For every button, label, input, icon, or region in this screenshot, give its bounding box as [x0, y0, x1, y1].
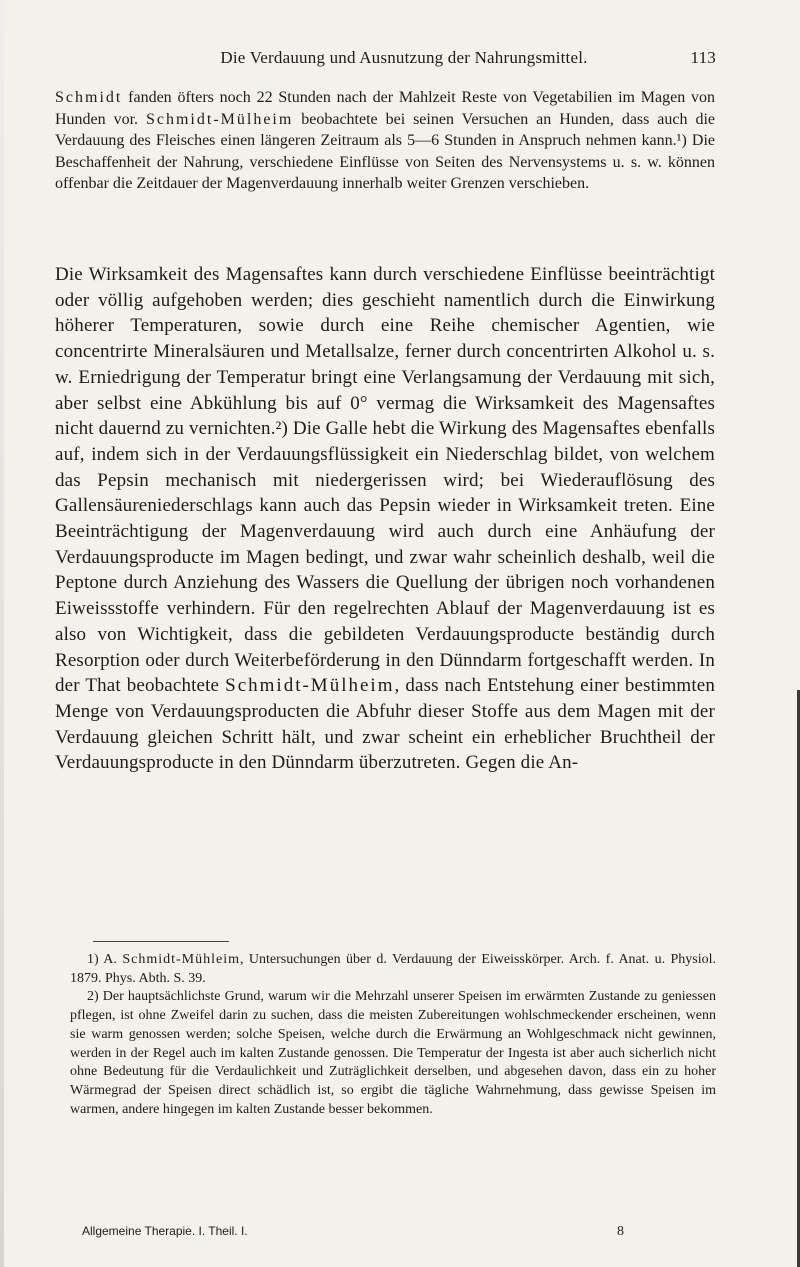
author-name: Schmidt-Mühleim — [122, 952, 240, 967]
footnote-2: 2) Der hauptsächlichste Grund, warum wir die Mehrzahl unserer Speisen im erwärmten Zustande zu geniessen pflegen, ist ohne Zweifel darin zu suchen, dass die meisten Zubereitungen wohlschmeckender erscheinen, wenn sie warm genossen werden; solche Speisen, welche durch die Erwärmung an Wohlgeschmack nicht gewinnen, werden in der Regel auch im kalten Zustande genossen. Die Temperatur der Ingesta ist aber auch sicherlich nicht ohne Bedeutung für die Verdaulichkeit und Zuträglichkeit derselben, und abgesehen davon, dass ein zu hoher Wärmegrad der Speisen direct schädlich ist, so ergibt die tägliche Wahrnehmung, dass gewisse Speisen im warmen, andere hingegen im kalten Zustande besser bekommen. — [70, 989, 716, 1117]
paragraph-text: , dass nach Entstehung einer bestimmten Menge von Verdauungsproducten die Abfuhr dieser Stoffe aus dem Magen mit der Verdauung gleichen Schritt hält, und zwar scheint ein erheblicher Bruchtheil der Verdauungsproducte in den Dünndarm überzutreten. Gegen die An- — [55, 675, 715, 774]
paragraph-main — [55, 262, 715, 776]
running-title: Die Verdauung und Ausnutzung der Nahrungsmittel. — [220, 48, 588, 67]
footnote-divider — [93, 941, 229, 942]
paragraph-text: fanden öfters noch 22 Stunden nach der Mahlzeit Reste von Vegetabilien im Magen von Hunden vor. — [55, 89, 715, 128]
paragraph-small-print — [55, 87, 715, 195]
page-edge-left — [0, 0, 4, 1267]
footnote-1 — [70, 951, 716, 988]
printer-signature — [82, 1224, 716, 1238]
author-name: Schmidt-Mülheim — [225, 675, 395, 697]
page-number: 113 — [690, 48, 716, 67]
footnote-text: , Untersuchungen über d. Verdauung der Eiweisskörper. Arch. f. Anat. u. Physiol. 1879. Phys. Abth. S. 39. — [70, 952, 716, 986]
paragraph-text: Die Wirksamkeit des Magensaftes kann durch verschiedene Einflüsse beeinträchtigt oder völlig aufgehoben werden; dies geschieht namentlich durch die Einwirkung höherer Temperaturen, sowie durch eine Reihe chemischer Agentien, wie concentrirte Mineralsäuren und Metallsalze, ferner durch concentrirten Alkohol u. s. w. Erniedrigung der Temperatur bringt eine Verlangsamung der Verdauung mit sich, aber selbst eine Abkühlung bis auf 0° vermag die Wirksamkeit des Magensaftes nicht dauernd zu vernichten.²) Die Galle hebt die Wirkung des Magensaftes ebenfalls auf, indem sich in der Verdauungsflüssigkeit ein Niederschlag bildet, von welchem das Pepsin mechanisch mit niedergerissen wird; bei Wiederauflösung des Gallensäureniederschlags kann auch das Pepsin wieder in Wirksamkeit treten. Eine Beeinträchtigung der Magenverdauung wird auch durch eine Anhäufung der Verdauungsproducte im Magen bedingt, und zwar wahr scheinlich deshalb, weil die Peptone durch Anziehung des Wassers die Quellung der übrigen noch vorhandenen Eiweissstoffe verhindern. Für den regelrechten Ablauf der Magenverdauung ist es also von Wichtigkeit, dass die gebildeten Verdauungsproducte beständig durch Resorption oder durch Weiterbeförderung in den Dünndarm fortgeschafft werden. In der That beobachtete — [55, 264, 715, 697]
sheet-number: 8 — [617, 1224, 624, 1239]
footnote-marker: 1) A. — [87, 952, 123, 967]
paragraph-text: beobachtete bei seinen Versuchen an Hunden, dass auch die Verdauung des Fleisches einen längeren Zeitraum als 5—6 Stunden in Anspruch nehmen kann.¹) Die Beschaffenheit der Nahrung, verschiedene Einflüsse von Seiten des Nervensystems u. s. w. können offenbar die Zeitdauer der Magenverdauung innerhalb weiter Grenzen verschieben. — [55, 110, 715, 192]
author-name: Schmidt — [55, 89, 123, 106]
author-name: Schmidt-Mülheim — [145, 110, 294, 128]
running-header — [92, 48, 716, 68]
footnotes — [70, 951, 716, 1119]
signature-text: Allgemeine Therapie. I. Theil. I. — [82, 1224, 248, 1238]
